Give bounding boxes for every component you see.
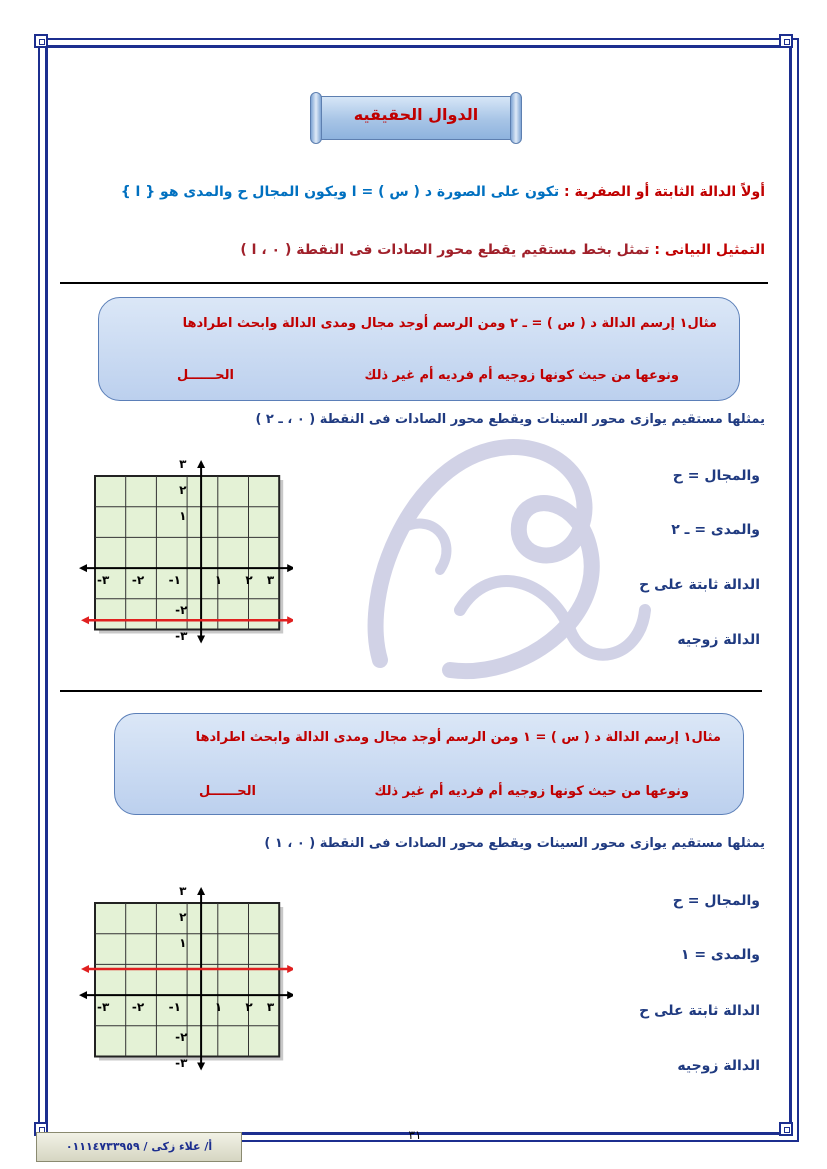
definition-line bbox=[121, 184, 765, 200]
example-2-solution-label: الحــــــل bbox=[199, 784, 256, 799]
example-2-function-line-arrow bbox=[287, 965, 293, 973]
example-2-question-line2: ونوعها من حيث كونها زوجيه أم فرديه أم غير ذلك bbox=[374, 784, 689, 799]
example-1-y-tick-label: -٣ bbox=[175, 629, 188, 644]
example-2-question-line1: مثال١ إرسم الدالة د ( س ) = ١ ومن الرسم أوجد مجال ومدى الدالة وابحث اطرادها bbox=[195, 730, 721, 745]
example-1-y-axis-arrow bbox=[197, 636, 205, 644]
example-1-parity: الدالة زوجيه bbox=[677, 632, 760, 648]
graph-representation-line bbox=[240, 242, 765, 258]
example-2-x-tick-label: -٣ bbox=[97, 1000, 110, 1015]
example-2-y-tick-label: ٢ bbox=[179, 910, 187, 924]
page-title: الدوال الحقيقيه bbox=[353, 105, 479, 124]
definition-text: تكون على الصورة د ( س ) = ا ويكون المجال ح والمدى هو { ا } bbox=[120, 184, 560, 200]
example-1-y-tick-label: ٣ bbox=[179, 458, 187, 471]
example-1-x-axis-arrow bbox=[287, 564, 293, 572]
page-number: ٣١ bbox=[408, 1128, 422, 1142]
graph-representation-label: التمثيل البيانى : bbox=[654, 242, 765, 258]
example-2-graph bbox=[77, 885, 293, 1075]
example-2-y-axis-arrow bbox=[197, 887, 205, 895]
example-2-x-tick-label: ٢ bbox=[245, 1000, 253, 1015]
example-1-range: والمدى = ـ ٢ bbox=[671, 522, 760, 538]
example-2-x-axis-arrow bbox=[287, 991, 293, 999]
example-1-y-tick-label: ١ bbox=[179, 509, 187, 523]
example-2-x-tick-label: ١ bbox=[214, 1000, 223, 1015]
author-footer: أ/ علاء زكى / ٠١١١٤٧٣٣٩٥٩ bbox=[36, 1132, 242, 1162]
example-2-y-tick-label: ١ bbox=[179, 936, 187, 950]
example-1-function-line-arrow bbox=[287, 616, 293, 624]
divider bbox=[60, 690, 762, 692]
example-2-x-axis-arrow bbox=[79, 991, 87, 999]
example-2-x-tick-label: -١ bbox=[168, 1000, 181, 1015]
example-2-monotonicity: الدالة ثابتة على ح bbox=[639, 1003, 760, 1019]
example-1-x-tick-label: ٣ bbox=[266, 573, 275, 588]
example-2-function-line-arrow bbox=[81, 965, 89, 973]
example-2-y-axis-arrow bbox=[197, 1063, 205, 1071]
example-2-domain: والمجال = ح bbox=[672, 893, 760, 909]
example-1-x-tick-label: ٢ bbox=[245, 573, 253, 588]
graph-representation-text: تمثل بخط مستقيم يقطع محور الصادات فى النقطة ( ٠ ، ا ) bbox=[240, 242, 650, 258]
example-1-domain: والمجال = ح bbox=[672, 468, 760, 484]
title-banner bbox=[316, 92, 516, 144]
example-2-x-tick-label: -٢ bbox=[131, 1000, 145, 1015]
example-1-x-tick-label: -٣ bbox=[97, 573, 110, 588]
example-1-box bbox=[98, 297, 740, 401]
example-1-y-axis-arrow bbox=[197, 460, 205, 468]
example-1-y-tick-label: -٢ bbox=[175, 603, 188, 618]
divider bbox=[60, 282, 768, 284]
frame-corner-ornament bbox=[34, 34, 48, 48]
example-1-solution-label: الحــــــل bbox=[177, 368, 234, 383]
example-2-y-tick-label: -٢ bbox=[175, 1030, 188, 1045]
example-1-x-axis-arrow bbox=[79, 564, 87, 572]
example-1-y-tick-label: ٢ bbox=[179, 483, 187, 497]
calligraphy-watermark bbox=[340, 410, 660, 710]
definition-label: أولاً الدالة الثابتة أو الصفرية : bbox=[564, 184, 765, 200]
example-1-monotonicity: الدالة ثابتة على ح bbox=[639, 577, 760, 593]
example-1-question-line2: ونوعها من حيث كونها زوجيه أم فرديه أم غير ذلك bbox=[364, 368, 679, 383]
example-1-description: يمثلها مستقيم يوازى محور السينات ويقطع محور الصادات فى النقطة ( ٠ ، ـ ٢ ) bbox=[255, 412, 765, 427]
example-1-x-tick-label: -١ bbox=[168, 573, 181, 588]
example-2-range: والمدى = ١ bbox=[680, 947, 760, 963]
frame-corner-ornament bbox=[779, 34, 793, 48]
example-2-x-tick-label: ٣ bbox=[266, 1000, 275, 1015]
frame-corner-ornament bbox=[779, 1122, 793, 1136]
example-1-question-line1: مثال١ إرسم الدالة د ( س ) = ـ ٢ ومن الرسم أوجد مجال ومدى الدالة وابحث اطرادها bbox=[182, 316, 717, 331]
example-1-x-tick-label: -٢ bbox=[131, 573, 145, 588]
example-2-description: يمثلها مستقيم يوازى محور السينات ويقطع محور الصادات فى النقطة ( ٠ ، ١ ) bbox=[264, 836, 765, 851]
example-1-function-line-arrow bbox=[81, 616, 89, 624]
example-1-graph bbox=[77, 458, 293, 648]
example-2-parity: الدالة زوجيه bbox=[677, 1058, 760, 1074]
example-2-box bbox=[114, 713, 744, 815]
example-1-x-tick-label: ١ bbox=[214, 573, 223, 588]
example-2-y-tick-label: -٣ bbox=[175, 1056, 188, 1071]
example-2-y-tick-label: ٣ bbox=[179, 885, 187, 898]
